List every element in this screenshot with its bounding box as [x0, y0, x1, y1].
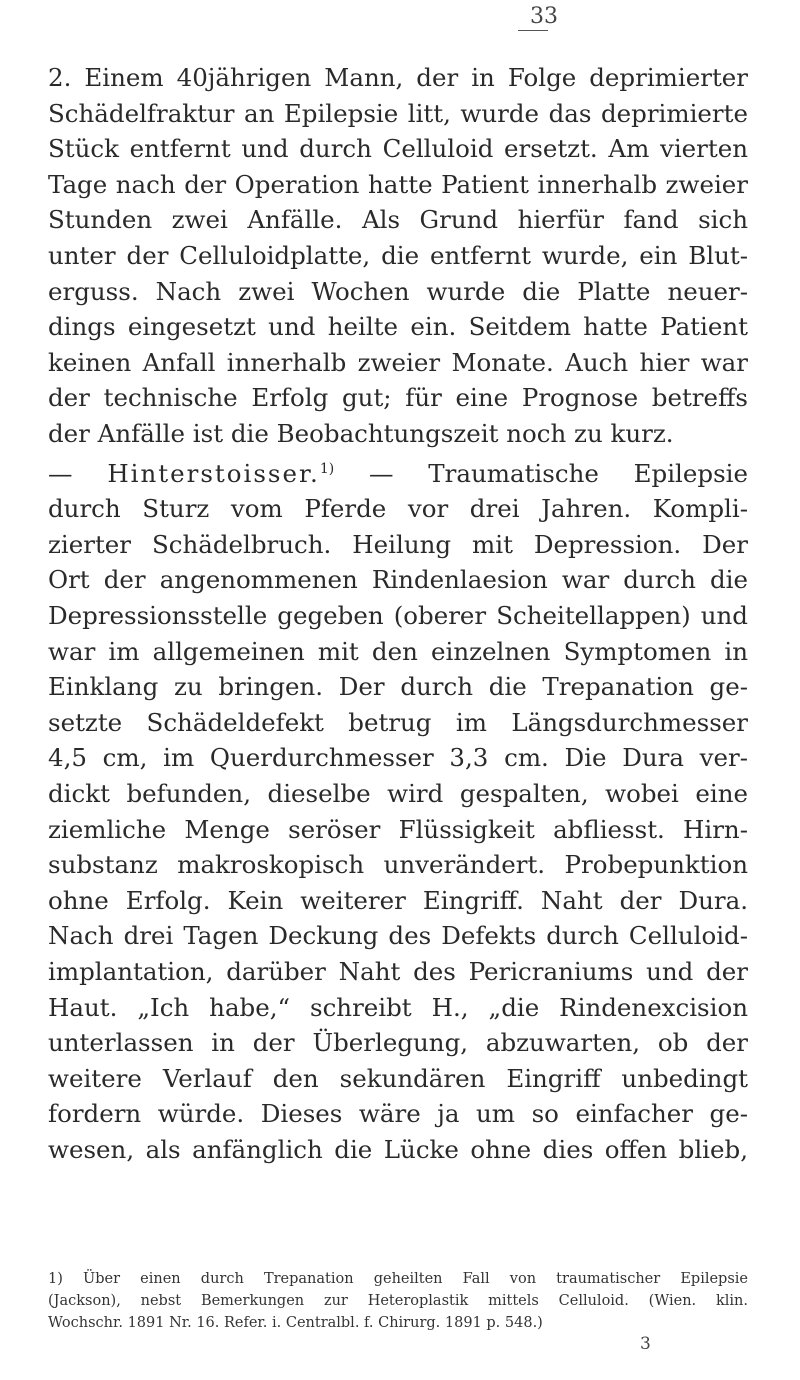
text-line: wesen, als anfänglich die Lücke ohne dies offen blieb, [48, 1134, 748, 1164]
text-line: unterlassen in der Überlegung, abzuwarten, ob der [48, 1028, 748, 1058]
footnote [48, 1268, 748, 1334]
text-line: Depressionsstelle gegeben (oberer Scheitellappen) und [48, 601, 748, 631]
text-line: 2. Einem 40jährigen Mann, der in Folge deprimierter [48, 63, 748, 92]
text-line: Stück entfernt und durch Celluloid ersetzt. Am vierten [48, 134, 748, 164]
text-line: implantation, darüber Naht des Pericraniums und der [48, 957, 748, 986]
text-line: weitere Verlauf den sekundären Eingriff unbedingt [48, 1063, 748, 1093]
page-number-rule [518, 30, 548, 31]
text-line: Ort der angenommenen Rindenlaesion war durch die [48, 565, 748, 595]
text-line: setzte Schädeldefekt betrug im Längsdurchmesser [48, 707, 748, 737]
text-line: der technische Erfolg gut; für eine Prognose betreffs [48, 383, 748, 413]
footnote-ref[interactable]: 1) [319, 460, 335, 477]
text-line: der Anfälle ist die Beobachtungszeit noch zu kurz. [48, 418, 674, 448]
footnote-line: 1) Über einen durch Trepanation geheilten Fall von traumatischer Epilepsie [48, 1271, 748, 1287]
text-line: erguss. Nach zwei Wochen wurde die Platte neuer- [48, 276, 748, 306]
text-line: Nach drei Tagen Deckung des Defekts durch Celluloid- [48, 921, 748, 951]
text-line: ohne Erfolg. Kein weiterer Eingriff. Naht der Dura. [48, 885, 748, 915]
author-name: Hinterstoisser. [107, 458, 320, 488]
text-line: zierter Schädelbruch. Heilung mit Depression. Der [48, 529, 748, 559]
text-line: Haut. „Ich habe,“ schreibt H., „die Rindenexcision [48, 992, 748, 1022]
text-line: ziemliche Menge seröser Flüssigkeit abfliesst. Hirn- [48, 814, 748, 844]
signature-mark: 3 [640, 1334, 651, 1354]
text-line: fordern würde. Dieses wäre ja um so einfacher ge- [48, 1099, 748, 1129]
text-line: dings eingesetzt und heilte ein. Seitdem hatte Patient [48, 312, 748, 342]
text-line: Schädelfraktur an Epilepsie litt, wurde das deprimierte [48, 98, 748, 128]
text-line: substanz makroskopisch unverändert. Probepunktion [48, 850, 748, 880]
case-heading-line [48, 452, 748, 492]
text-line: Einklang zu bringen. Der durch die Trepanation ge- [48, 672, 748, 702]
text-line: war im allgemeinen mit den einzelnen Symptomen in [48, 636, 748, 666]
text-line: durch Sturz vom Pferde vor drei Jahren. Kompli- [48, 494, 748, 524]
case-title: — Traumatische Epilepsie [334, 458, 748, 488]
text-line: keinen Anfall innerhalb zweier Monate. Auch hier war [48, 347, 748, 377]
text-line: unter der Celluloidplatte, die entfernt wurde, ein Blut- [48, 240, 748, 270]
text-line: 4,5 cm, im Querdurchmesser 3,3 cm. Die Dura ver- [48, 743, 748, 773]
footnote-line: Wochschr. 1891 Nr. 16. Refer. i. Centralbl. f. Chirurg. 1891 p. 548.) [48, 1315, 543, 1331]
text-line: Tage nach der Operation hatte Patient innerhalb zweier [48, 169, 748, 199]
footnote-line: (Jackson), nebst Bemerkungen zur Heteroplastik mittels Celluloid. (Wien. klin. [48, 1293, 748, 1309]
text-line: Stunden zwei Anfälle. Als Grund hierfür fand sich [48, 205, 748, 235]
page-number: 33 [530, 4, 558, 29]
dash-prefix: — [48, 458, 108, 488]
body-text [48, 60, 748, 1168]
text-line: dickt befunden, dieselbe wird gespalten, wobei eine [48, 779, 748, 809]
